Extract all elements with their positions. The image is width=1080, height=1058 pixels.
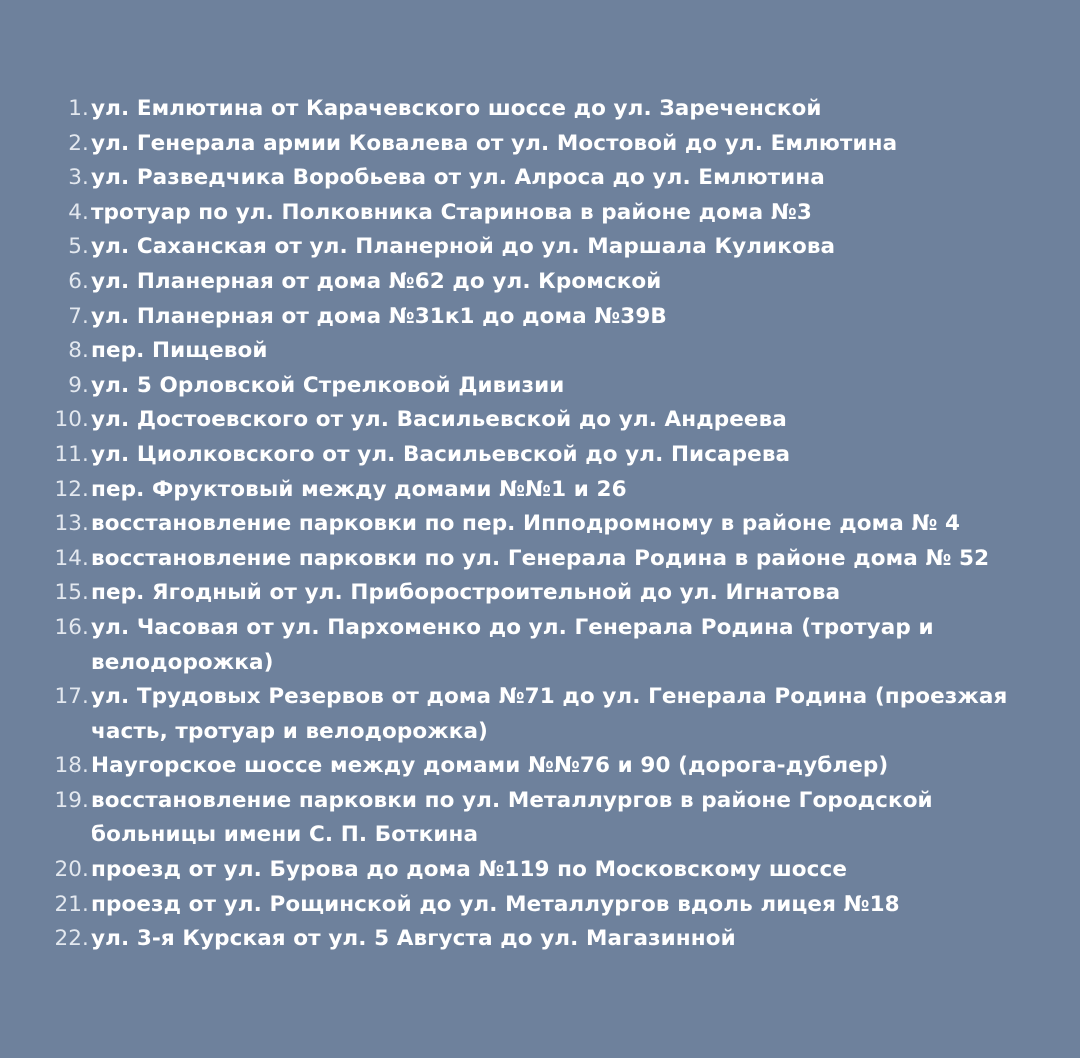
item-text: пер. Фруктовый между домами №№1 и 26 [91, 476, 627, 502]
item-text: Наугорское шоссе между домами №№76 и 90 (дорога-дублер) [91, 753, 889, 779]
list-item [46, 369, 1046, 404]
list-item [46, 680, 1046, 749]
item-number: 13. [54, 511, 89, 537]
item-number: 21. [54, 891, 89, 917]
list-item [46, 542, 1046, 577]
item-text: ул. Достоевского от ул. Васильевской до ул. Андреева [91, 407, 787, 433]
item-number: 8. [68, 338, 89, 364]
item-text: ул. Разведчика Воробьева от ул. Алроса до ул. Емлютина [91, 165, 825, 191]
item-text: ул. Циолковского от ул. Васильевской до ул. Писарева [91, 441, 791, 467]
list-item [46, 161, 1046, 196]
item-number: 17. [54, 684, 89, 710]
item-text: ул. Саханская от ул. Планерной до ул. Маршала Куликова [91, 234, 836, 260]
list-item [46, 300, 1046, 335]
list-item [46, 784, 1046, 853]
item-number: 14. [54, 545, 89, 571]
item-number: 1. [68, 96, 89, 121]
list-item [46, 749, 1046, 784]
list-item [46, 403, 1046, 438]
item-number: 3. [68, 165, 89, 191]
list-item [46, 438, 1046, 473]
item-number: 5. [68, 234, 89, 260]
list-item [46, 334, 1046, 369]
list-item [46, 196, 1046, 231]
item-text: проезд от ул. Бурова до дома №119 по Московскому шоссе [91, 857, 848, 883]
list-item [46, 473, 1046, 508]
item-number: 12. [54, 476, 89, 502]
list-item [46, 127, 1046, 162]
list-item [46, 265, 1046, 300]
list-item [46, 507, 1046, 542]
item-text: тротуар по ул. Полковника Старинова в районе дома №3 [91, 199, 812, 225]
item-text: ул. Планерная от дома №62 до ул. Кромской [91, 268, 662, 294]
item-text: восстановление парковки по пер. Ипподромному в районе дома № 4 [91, 511, 961, 537]
road-list [46, 92, 1046, 957]
list-item [46, 576, 1046, 611]
item-text: ул. 3-я Курская от ул. 5 Августа до ул. Магазинной [91, 926, 736, 952]
item-text: ул. Часовая от ул. Пархоменко до ул. Генерала Родина (тротуар и велодорожка) [91, 614, 934, 675]
item-number: 11. [54, 441, 89, 467]
item-number: 2. [68, 130, 89, 156]
list-item [46, 922, 1046, 957]
item-text: восстановление парковки по ул. Генерала Родина в районе дома № 52 [91, 545, 990, 571]
item-number: 20. [54, 857, 89, 883]
item-text: ул. Трудовых Резервов от дома №71 до ул. Генерала Родина (проезжая часть, тротуар и велодорожка) [91, 684, 1008, 744]
item-number: 16. [54, 614, 89, 640]
item-number: 6. [68, 268, 89, 294]
item-number: 7. [68, 303, 89, 329]
item-number: 19. [54, 787, 89, 813]
item-number: 9. [68, 372, 89, 398]
list-item [46, 92, 1046, 127]
item-text: пер. Ягодный от ул. Приборостроительной до ул. Игнатова [91, 580, 841, 606]
item-number: 22. [54, 926, 89, 952]
list-item [46, 853, 1046, 888]
list-item [46, 611, 1046, 680]
item-number: 18. [54, 753, 89, 779]
item-number: 10. [54, 407, 89, 433]
list-item [46, 230, 1046, 265]
item-text: ул. Генерала армии Ковалева от ул. Мостовой до ул. Емлютина [91, 130, 898, 156]
item-text: восстановление парковки по ул. Металлургов в районе Городской больницы имени С. П. Боткина [91, 787, 933, 848]
item-text: пер. Пищевой [91, 338, 268, 364]
item-text: ул. Планерная от дома №31к1 до дома №39В [91, 303, 667, 329]
item-text: проезд от ул. Рощинской до ул. Металлургов вдоль лицея №18 [91, 891, 900, 917]
item-number: 15. [54, 580, 89, 606]
item-number: 4. [68, 199, 89, 225]
item-text: ул. Емлютина от Карачевского шоссе до ул. Зареченской [91, 96, 822, 121]
item-text: ул. 5 Орловской Стрелковой Дивизии [91, 372, 565, 398]
list-item [46, 888, 1046, 923]
